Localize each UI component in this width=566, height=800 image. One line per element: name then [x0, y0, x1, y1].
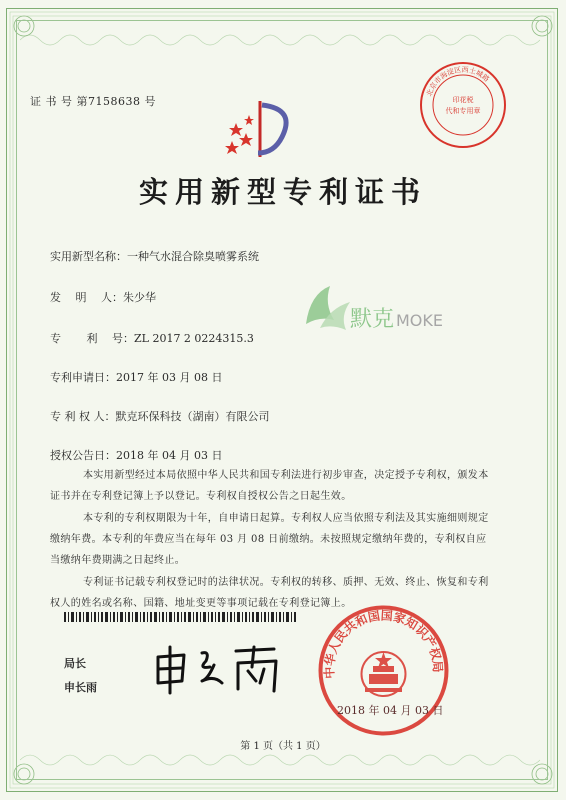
page-number: 第 1 页（共 1 页）	[240, 741, 326, 752]
director-name: 申长雨	[64, 681, 97, 694]
field-inventor	[50, 289, 156, 305]
issue-date: 2018 年 04 月 03 日	[337, 704, 444, 717]
field-value: 朱少华	[123, 291, 156, 304]
field-value: 2017 年 03 月 08 日	[116, 371, 223, 384]
field-label: 专利申请日：	[50, 371, 116, 384]
field-label: 专 利 号：	[50, 332, 134, 345]
body-paragraph-legal-status: 专利证书记载专利权登记时的法律状况。专利权的转移、质押、无效、终止、恢复和专利权人的姓名或名称、国籍、地址变更等事项记载在专利登记簿上。	[50, 577, 489, 609]
director-signature	[152, 643, 287, 695]
field-patent-holder	[50, 408, 270, 424]
field-value: 默克环保科技（湖南）有限公司	[115, 410, 270, 423]
watermark-brand-en: MOKE	[396, 311, 443, 330]
field-value: 2018 年 04 月 03 日	[116, 449, 223, 462]
body-paragraph-grant: 本实用新型经过本局依照中华人民共和国专利法进行初步审查，决定授予专利权，颁发本证书并在专利登记簿上予以登记。专利权自授权公告之日起生效。	[50, 470, 489, 502]
field-publication-date	[50, 447, 222, 463]
field-value: 一种气水混合除臭喷雾系统	[127, 250, 259, 263]
director-title: 局长	[64, 657, 86, 670]
certificate-number: 证 书 号 第7158638 号	[30, 95, 156, 108]
certificate-title: 实用新型专利证书	[138, 175, 427, 209]
tax-seal-stamp	[418, 60, 508, 150]
svg-text:北京市海淀区西土城路: 北京市海淀区西土城路	[425, 65, 491, 98]
field-label: 实用新型名称：	[50, 250, 127, 263]
moke-watermark-logo	[300, 280, 460, 340]
svg-text:中华人民共和国国家知识产权局: 中华人民共和国国家知识产权局	[322, 608, 445, 680]
barcode	[64, 612, 296, 622]
field-value: ZL 2017 2 0224315.3	[134, 332, 254, 345]
field-patent-number	[50, 330, 254, 346]
body-paragraph-term: 本专利的专利权期限为十年，自申请日起算。专利权人应当依照专利法及其实施细则规定缴纳年费。本专利的年费应当在每年 03 月 08 日前缴纳。未按照规定缴纳年费的，专利权自应当缴纳年费期满之日起终止。	[50, 513, 489, 566]
field-label: 发 明 人：	[50, 291, 123, 304]
field-utility-name	[50, 248, 259, 264]
svg-text:代和专用章: 代和专用章	[445, 107, 481, 115]
field-label: 授权公告日：	[50, 449, 116, 462]
watermark-brand-cn: 默克	[350, 307, 395, 332]
field-label: 专 利 权 人：	[50, 410, 116, 423]
svg-text:印花税: 印花税	[452, 96, 474, 104]
field-application-date	[50, 369, 222, 385]
cnipa-logo-icon	[222, 97, 300, 165]
